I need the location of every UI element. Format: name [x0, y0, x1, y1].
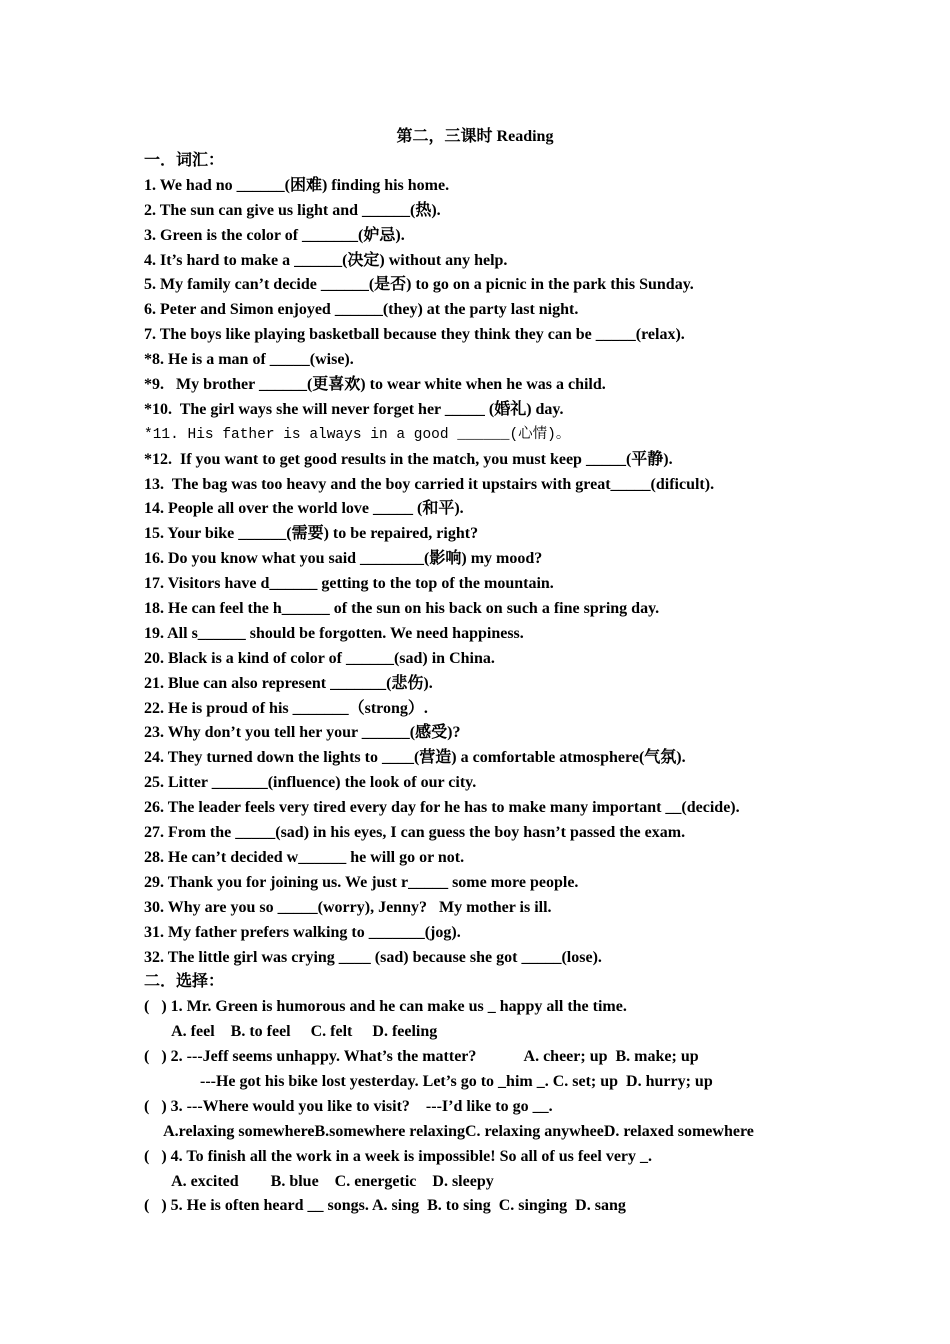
- choice-question: ( ) 5. He is often heard __ songs. A. sing B. to sing C. singing D. sang: [144, 1197, 626, 1215]
- choice-question: ( ) 4. To finish all the work in a week is impossible! So all of us feel very _.: [144, 1147, 653, 1165]
- vocab-item: 18. He can feel the h______ of the sun on his back on such a fine spring day.: [144, 600, 660, 618]
- section-heading-choice: 二．选择：: [144, 973, 225, 991]
- vocab-item: *10. The girl ways she will never forget her _____ (婚礼) day.: [144, 400, 564, 418]
- vocab-item: 1. We had no ______(困难) finding his home.: [144, 176, 450, 194]
- vocab-item: *8. He is a man of _____(wise).: [144, 351, 354, 369]
- vocab-item: 6. Peter and Simon enjoyed ______(they) at the party last night.: [144, 301, 579, 319]
- vocab-item: 27. From the _____(sad) in his eyes, I can guess the boy hasn’t passed the exam.: [144, 824, 686, 842]
- vocab-item: *9. My brother ______(更喜欢) to wear white when he was a child.: [144, 376, 606, 394]
- vocab-item: 28. He can’t decided w______ he will go or not.: [144, 848, 465, 866]
- vocab-item: 29. Thank you for joining us. We just r_____ some more people.: [144, 873, 579, 891]
- vocab-item: 19. All s______ should be forgotten. We need happiness.: [144, 624, 524, 642]
- vocab-item: 24. They turned down the lights to ____(营造) a comfortable atmosphere(气氛).: [144, 749, 686, 767]
- vocab-item: 3. Green is the color of _______(妒忌).: [144, 226, 405, 244]
- choice-question: ( ) 3. ---Where would you like to visit? ---I’d like to go __.: [144, 1097, 553, 1115]
- vocab-item: 23. Why don’t you tell her your ______(感受)?: [144, 724, 461, 742]
- vocab-item: 2. The sun can give us light and ______(热).: [144, 201, 441, 219]
- vocab-item: 14. People all over the world love _____ (和平).: [144, 500, 464, 518]
- section-heading-vocabulary: 一．词汇：: [144, 152, 225, 169]
- vocab-item: *12. If you want to get good results in the match, you must keep _____(平静).: [144, 450, 673, 468]
- choice-question: ( ) 1. Mr. Green is humorous and he can make us _ happy all the time.: [144, 998, 627, 1016]
- choice-question-continued: ---He got his bike lost yesterday. Let’s go to _him _. C. set; up D. hurry; up: [144, 1072, 713, 1090]
- choice-options: A.relaxing somewhereB.somewhere relaxingC. relaxing anywheeD. relaxed somewhere: [144, 1122, 754, 1140]
- vocab-item: 20. Black is a kind of color of ______(sad) in China.: [144, 649, 495, 667]
- vocab-item: 5. My family can’t decide ______(是否) to go on a picnic in the park this Sunday.: [144, 276, 694, 294]
- choice-options: A. feel B. to feel C. felt D. feeling: [144, 1023, 438, 1041]
- vocab-item: 17. Visitors have d______ getting to the top of the mountain.: [144, 575, 554, 593]
- vocab-item: 7. The boys like playing basketball because they think they can be _____(relax).: [144, 326, 685, 344]
- vocab-item: 16. Do you know what you said ________(影响) my mood?: [144, 550, 543, 568]
- vocab-item: 13. The bag was too heavy and the boy carried it upstairs with great_____(dificult).: [144, 475, 715, 493]
- vocab-item: 30. Why are you so _____(worry), Jenny? My mother is ill.: [144, 898, 552, 916]
- vocab-item: 15. Your bike ______(需要) to be repaired, right?: [144, 525, 479, 543]
- vocab-item: 25. Litter _______(influence) the look of our city.: [144, 774, 477, 792]
- choice-question: ( ) 2. ---Jeff seems unhappy. What’s the matter? A. cheer; up B. make; up: [144, 1048, 699, 1066]
- vocab-item: 4. It’s hard to make a ______(决定) without any help.: [144, 251, 508, 269]
- vocab-item: 26. The leader feels very tired every day for he has to make many important __(decide).: [144, 799, 740, 817]
- vocab-item: 31. My father prefers walking to _______(jog).: [144, 923, 461, 941]
- vocab-item: 32. The little girl was crying ____ (sad) because she got _____(lose).: [144, 948, 602, 966]
- vocab-item: 22. He is proud of his _______（strong）.: [144, 699, 428, 717]
- choice-options: A. excited B. blue C. energetic D. sleepy: [144, 1172, 494, 1190]
- vocab-item: 21. Blue can also represent _______(悲伤).: [144, 674, 433, 692]
- page-title: 第二，三课时 Reading: [396, 128, 554, 145]
- worksheet-body: [144, 149, 934, 1219]
- vocab-item: *11. His father is always in a good ______(心情)。: [144, 426, 571, 443]
